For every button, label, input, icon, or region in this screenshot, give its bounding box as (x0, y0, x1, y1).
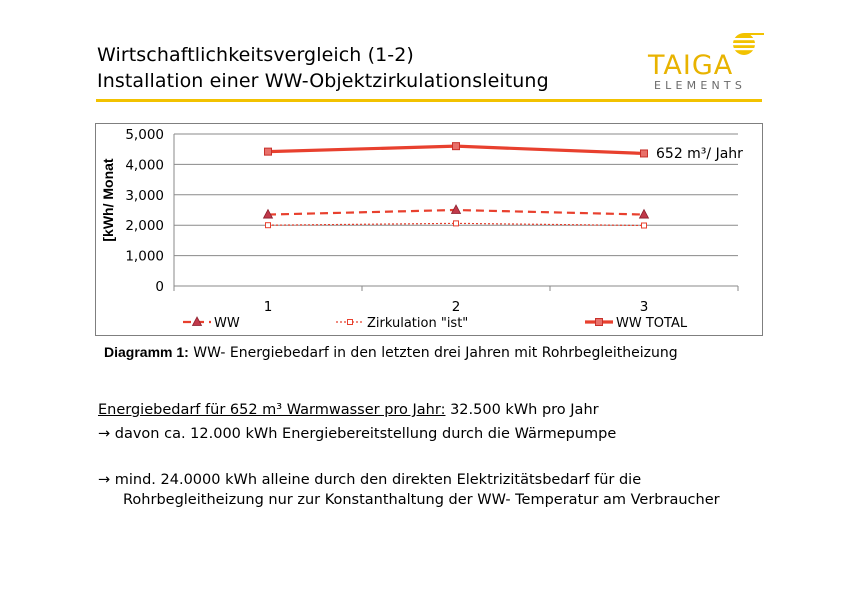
data-point (640, 210, 649, 219)
title-line-1: Wirtschaftlichkeitsvergleich (1-2) (97, 44, 414, 66)
data-point (266, 223, 271, 228)
data-point (454, 221, 459, 226)
y-tick-label: 0 (155, 279, 164, 295)
chart-caption (104, 344, 678, 361)
data-point (348, 320, 353, 325)
legend-label: Zirkulation "ist" (367, 316, 469, 331)
caption-text: WW- Energiebedarf in den letzten drei Jahren mit Rohrbegleitheizung (188, 345, 678, 361)
y-tick-label: 1,000 (125, 248, 164, 265)
legend (183, 316, 688, 331)
heat-pump-line: → davon ca. 12.000 kWh Energiebereitstellung durch die Wärmepumpe (98, 426, 617, 442)
y-tick-label: 3,000 (125, 187, 164, 204)
data-point (596, 319, 603, 326)
energy-demand-line (98, 402, 599, 418)
y-axis-label: [kWh/ Monat (100, 158, 116, 242)
legend-label: WW (214, 316, 240, 331)
y-tick-label: 2,000 (125, 218, 164, 235)
grid-lines (174, 134, 738, 256)
data-point (641, 150, 648, 157)
data-point (642, 223, 647, 228)
energy-demand-heading: Energiebedarf für 652 m³ Warmwasser pro Jahr: (98, 402, 446, 418)
title-line-2: Installation einer WW-Objektzirkulationsleitung (97, 70, 549, 92)
y-tick-label: 5,000 (125, 127, 164, 143)
volume-annotation: 652 m³/ Jahr (656, 146, 743, 162)
data-point (453, 143, 460, 150)
logo-subword: ELEMENTS (654, 79, 746, 92)
legend-label: WW TOTAL (616, 316, 688, 331)
x-tick-label: 3 (639, 299, 649, 315)
electricity-line: → mind. 24.0000 kWh alleine durch den direkten Elektrizitätsbedarf für die (98, 472, 642, 488)
caption-label: Diagramm 1: (104, 344, 189, 360)
x-tick-label: 2 (451, 299, 461, 315)
data-point (265, 148, 272, 155)
y-tick-label: 4,000 (125, 157, 164, 174)
x-tick-label: 1 (263, 299, 273, 315)
electricity-line-cont: Rohrbegleitheizung nur zur Konstanthaltung der WW- Temperatur am Verbraucher (123, 492, 720, 508)
energy-demand-value: 32.500 kWh pro Jahr (445, 402, 599, 418)
logo-word: TAIGA (648, 50, 734, 81)
series (264, 143, 649, 228)
